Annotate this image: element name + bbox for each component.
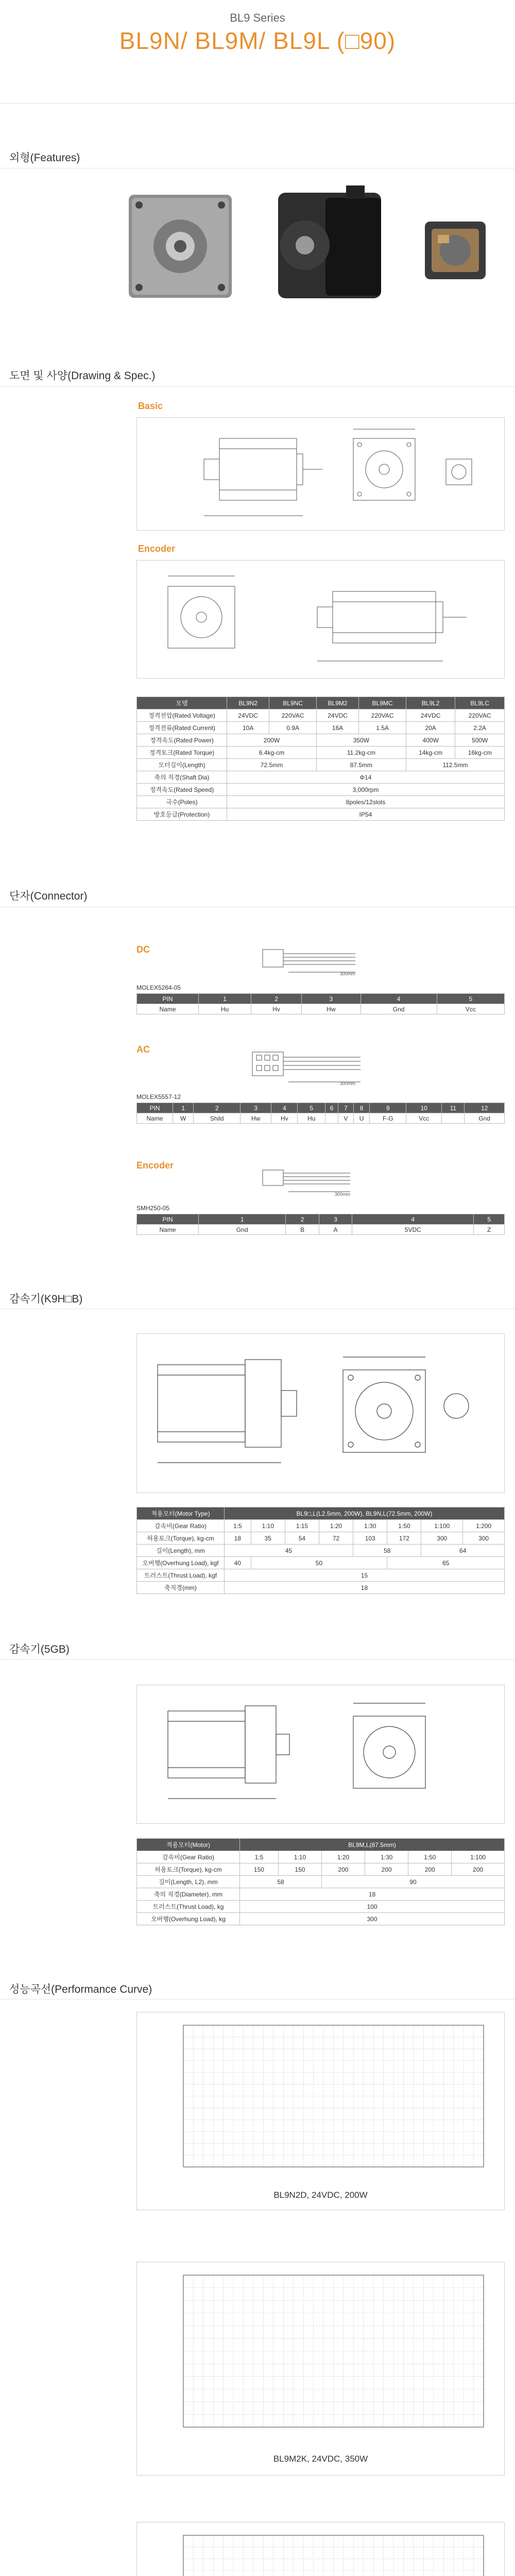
name-header: Name: [137, 1004, 199, 1014]
pin-number: 2: [286, 1214, 319, 1225]
dc-pin-table: [136, 993, 505, 1014]
k9h-cell: 15: [225, 1569, 505, 1582]
gb5-drawing-frame: [136, 1685, 505, 1824]
pin-name: V: [338, 1113, 354, 1124]
k9h-cell: 72: [319, 1532, 353, 1545]
pin-name: Hu: [298, 1113, 325, 1124]
pin-name: Hu: [199, 1004, 251, 1014]
spec-model-header: 모델: [137, 697, 227, 709]
gb5-table: [136, 1838, 505, 1925]
spec-model: BL9M2: [316, 697, 358, 709]
encoder-connector-label: Encoder: [136, 1160, 174, 1171]
spec-cell: 8poles/12slots: [227, 796, 505, 808]
page-header: [0, 0, 515, 124]
ac-label: AC: [136, 1044, 150, 1055]
pin-number: 7: [338, 1103, 354, 1113]
spec-cell: 16kg-cm: [455, 747, 505, 759]
gb5-cell: 200: [408, 1863, 452, 1876]
performance-heading: 성능곡선(Performance Curve): [9, 1984, 152, 1995]
drawing-divider: [0, 386, 515, 387]
gb5-cell: 150: [240, 1863, 279, 1876]
spec-cell: 20A: [406, 722, 455, 734]
connector-heading: 단자(Connector): [9, 890, 88, 902]
gb5-cell: 1:10: [278, 1851, 321, 1863]
spec-row-label: 축의 직경(Shaft Dia): [137, 771, 227, 784]
gb5-header-value: BL9M,L(87.5mm): [240, 1839, 505, 1851]
gb5-cell: 1:5: [240, 1851, 279, 1863]
curve-plot-2: [137, 2262, 504, 2443]
k9h-cell: 103: [353, 1532, 387, 1545]
spec-cell: 87.5mm: [316, 759, 406, 771]
gb5-cell: 1:20: [322, 1851, 365, 1863]
k9h-cell: 1:50: [387, 1520, 421, 1532]
pin-number: 4: [352, 1214, 474, 1225]
gb5-row-label: 허용토크(Torque), kg-cm: [137, 1863, 240, 1876]
k9h-row-label: 길이(Length), mm: [137, 1545, 225, 1557]
k9h-cell: 1:200: [463, 1520, 505, 1532]
pin-number: 4: [271, 1103, 298, 1113]
pin-name: W: [173, 1113, 194, 1124]
k9h-row-label: 축직경(mm): [137, 1582, 225, 1594]
k9h-drawing-frame: [136, 1333, 505, 1493]
spec-cell: 1.5A: [359, 722, 406, 734]
k9h-drawing: [137, 1334, 504, 1493]
pin-header: PIN: [137, 1103, 173, 1113]
features-heading: 외형(Features): [9, 152, 80, 164]
k9h-table: [136, 1507, 505, 1594]
curve-plot-3: [137, 2522, 504, 2576]
name-header: Name: [137, 1113, 173, 1124]
pin-number: 11: [442, 1103, 465, 1113]
pin-number: 1: [199, 994, 251, 1004]
basic-drawing-frame: [136, 417, 505, 531]
pin-name: Hv: [271, 1113, 298, 1124]
pin-name: Z: [474, 1225, 505, 1235]
pin-name: Hw: [241, 1113, 271, 1124]
k9h-cell: 1:30: [353, 1520, 387, 1532]
encoder-drawing-frame: [136, 560, 505, 679]
k9h-cell: 1:20: [319, 1520, 353, 1532]
spec-cell: 220VAC: [455, 709, 505, 722]
spec-cell: 3,000rpm: [227, 784, 505, 796]
k9h-cell: 40: [225, 1557, 251, 1569]
encoder-connector-drawing: [258, 1162, 376, 1198]
pin-number: 2: [194, 1103, 241, 1113]
spec-model: BL9NC: [269, 697, 317, 709]
pin-number: 12: [465, 1103, 505, 1113]
gb5-cell: 90: [322, 1876, 505, 1888]
pin-name: Gnd: [199, 1225, 286, 1235]
pin-name: Shild: [194, 1113, 241, 1124]
encoder-pin-table: [136, 1214, 505, 1235]
spec-row-label: 방호등급(Protection): [137, 808, 227, 821]
plot-area: [183, 2535, 484, 2576]
gb5-cell: 300: [240, 1913, 505, 1925]
spec-cell: 0.9A: [269, 722, 317, 734]
gb5-cell: 1:50: [408, 1851, 452, 1863]
pin-number: 1: [199, 1214, 286, 1225]
gb5-cell: 58: [240, 1876, 322, 1888]
pin-name: Vcc: [406, 1113, 442, 1124]
k9h-row-label: 트러스트(Thrust Load), kgf: [137, 1569, 225, 1582]
gb5-row-label: 트러스트(Thrust Load), kg: [137, 1901, 240, 1913]
k9h-cell: 54: [285, 1532, 319, 1545]
pin-number: 3: [319, 1214, 352, 1225]
k9h-cell: 45: [225, 1545, 353, 1557]
spec-cell: 14kg-cm: [406, 747, 455, 759]
k9h-cell: 64: [421, 1545, 505, 1557]
spec-cell: Φ14: [227, 771, 505, 784]
gb5-cell: 200: [365, 1863, 408, 1876]
encoder-label: Encoder: [138, 544, 176, 554]
spec-cell: 220VAC: [359, 709, 406, 722]
ac-connector-drawing: [247, 1046, 381, 1087]
motor-photos: [124, 185, 494, 304]
pin-number: 5: [298, 1103, 325, 1113]
dc-cable-length: 300mm: [340, 971, 356, 976]
spec-row-label: 극수(Poles): [137, 796, 227, 808]
spec-cell: 11.2kg-cm: [316, 747, 406, 759]
spec-row-label: 모터길이(Length): [137, 759, 227, 771]
k9h-cell: 300: [421, 1532, 463, 1545]
k9h-cell: 18: [225, 1582, 505, 1594]
pin-name: F-G: [370, 1113, 406, 1124]
motor-angle-photo: [278, 185, 381, 298]
page-title: BL9N/ BL9M/ BL9L (□90): [119, 27, 396, 54]
dc-label: DC: [136, 944, 150, 955]
curve-panel-2: [136, 2262, 505, 2476]
pin-number: 3: [241, 1103, 271, 1113]
spec-cell: 10A: [227, 722, 269, 734]
spec-cell: 350W: [316, 734, 406, 747]
basic-drawing: [137, 418, 504, 530]
spec-model: BL9N2: [227, 697, 269, 709]
gb5-drawing: [137, 1685, 504, 1823]
pin-number: 5: [437, 994, 504, 1004]
gb5-cell: 1:30: [365, 1851, 408, 1863]
spec-table: [136, 697, 505, 821]
spec-row-label: 정격속도(Rated Speed): [137, 784, 227, 796]
spec-cell: 24VDC: [227, 709, 269, 722]
spec-row-label: 정격토크(Rated Torque): [137, 747, 227, 759]
curve-plot-1: [137, 2012, 504, 2182]
pin-name: B: [286, 1225, 319, 1235]
header-divider: [0, 103, 515, 104]
spec-cell: 24VDC: [406, 709, 455, 722]
pin-name: [325, 1113, 338, 1124]
pin-number: 9: [370, 1103, 406, 1113]
k9h-header-value: BL9□,L(L2.5mm, 200W), BL9N,L(72.5mm, 200W): [225, 1507, 505, 1520]
gb5-cell: 200: [452, 1863, 505, 1876]
series-label: BL9 Series: [230, 11, 285, 24]
spec-row-label: 정격속도(Rated Power): [137, 734, 227, 747]
dc-connector-drawing: [258, 940, 376, 976]
pin-number: 8: [353, 1103, 370, 1113]
drawing-heading: 도면 및 사양(Drawing & Spec.): [9, 370, 156, 382]
name-header: Name: [137, 1225, 199, 1235]
pin-number: 3: [302, 994, 361, 1004]
pin-name: [442, 1113, 465, 1124]
encoder-drawing: [137, 561, 504, 678]
gb5-row-label: 길이(Length, L2), mm: [137, 1876, 240, 1888]
gb5-cell: 150: [278, 1863, 321, 1876]
spec-model: BL9L2: [406, 697, 455, 709]
pin-number: 1: [173, 1103, 194, 1113]
spec-model: BL9MC: [359, 697, 406, 709]
pin-number: 6: [325, 1103, 338, 1113]
k9h-header-label: 적용모터(Motor Type): [137, 1507, 225, 1520]
spec-cell: 6.4kg-cm: [227, 747, 317, 759]
k9h-cell: 172: [387, 1532, 421, 1545]
pin-number: 10: [406, 1103, 442, 1113]
k9h-cell: 1:15: [285, 1520, 319, 1532]
ac-part: MOLEX5557-12: [136, 1093, 181, 1100]
gb5-row-label: 오버행(Overhung Load), kg: [137, 1913, 240, 1925]
curve-caption-1: BL9N2D, 24VDC, 200W: [273, 2190, 368, 2200]
pin-name: U: [353, 1113, 370, 1124]
k9h-cell: 1:10: [251, 1520, 285, 1532]
pin-header: PIN: [137, 1214, 199, 1225]
encoder-part: SMH250-05: [136, 1205, 170, 1212]
curve-panel-3: [136, 2522, 505, 2576]
pin-name: A: [319, 1225, 352, 1235]
motor-front-photo: [129, 195, 232, 298]
motor-rear-photo: [425, 222, 486, 279]
gb5-cell: 1:100: [452, 1851, 505, 1863]
pin-number: 4: [360, 994, 437, 1004]
pin-number: 2: [251, 994, 302, 1004]
pin-name: Hw: [302, 1004, 361, 1014]
pin-name: Hv: [251, 1004, 302, 1014]
pin-name: Gnd: [360, 1004, 437, 1014]
spec-cell: 24VDC: [316, 709, 358, 722]
encoder-cable-length: 300mm: [335, 1192, 351, 1197]
gb5-header-label: 적용모터(Motor): [137, 1839, 240, 1851]
spec-cell: 72.5mm: [227, 759, 317, 771]
pin-number: 5: [474, 1214, 505, 1225]
pin-header: PIN: [137, 994, 199, 1004]
spec-cell: 500W: [455, 734, 505, 747]
curve-caption-2: BL9M2K, 24VDC, 350W: [273, 2454, 368, 2464]
k9h-cell: 65: [387, 1557, 505, 1569]
gb5-heading: 감속기(5GB): [9, 1643, 70, 1655]
k9h-heading: 감속기(K9H□B): [9, 1293, 83, 1305]
pin-name: Vcc: [437, 1004, 504, 1014]
k9h-row-label: 오버행(Overhung Load), kgf: [137, 1557, 225, 1569]
k9h-cell: 58: [353, 1545, 421, 1557]
spec-row-label: 정격전압(Rated Voltage): [137, 709, 227, 722]
gb5-row-label: 축의 직경(Diameter), mm: [137, 1888, 240, 1901]
gb5-cell: 18: [240, 1888, 505, 1901]
dc-part: MOLEX5264-05: [136, 984, 181, 991]
curve-panel-1: [136, 2012, 505, 2210]
gb5-cell: 100: [240, 1901, 505, 1913]
k9h-cell: 35: [251, 1532, 285, 1545]
pin-name: Gnd: [465, 1113, 505, 1124]
pin-name: 5VDC: [352, 1225, 474, 1235]
spec-row-label: 정격전류(Rated Current): [137, 722, 227, 734]
k9h-cell: 18: [225, 1532, 251, 1545]
ac-pin-table: [136, 1103, 505, 1124]
k9h-row-label: 감속비(Gear Ratio): [137, 1520, 225, 1532]
spec-cell: 16A: [316, 722, 358, 734]
k9h-cell: 300: [463, 1532, 505, 1545]
k9h-cell: 1:100: [421, 1520, 463, 1532]
gb5-cell: 200: [322, 1863, 365, 1876]
k9h-cell: 50: [251, 1557, 387, 1569]
spec-cell: 400W: [406, 734, 455, 747]
spec-cell: 220VAC: [269, 709, 317, 722]
k9h-cell: 1:5: [225, 1520, 251, 1532]
spec-cell: 200W: [227, 734, 317, 747]
spec-model: BL9LC: [455, 697, 505, 709]
gb5-row-label: 감속비(Gear Ratio): [137, 1851, 240, 1863]
spec-cell: 112.5mm: [406, 759, 504, 771]
basic-label: Basic: [138, 401, 163, 411]
ac-cable-length: 300mm: [340, 1081, 356, 1086]
k9h-row-label: 허용토크(Torque), kg-cm: [137, 1532, 225, 1545]
spec-cell: 2.2A: [455, 722, 505, 734]
spec-cell: IP54: [227, 808, 505, 821]
